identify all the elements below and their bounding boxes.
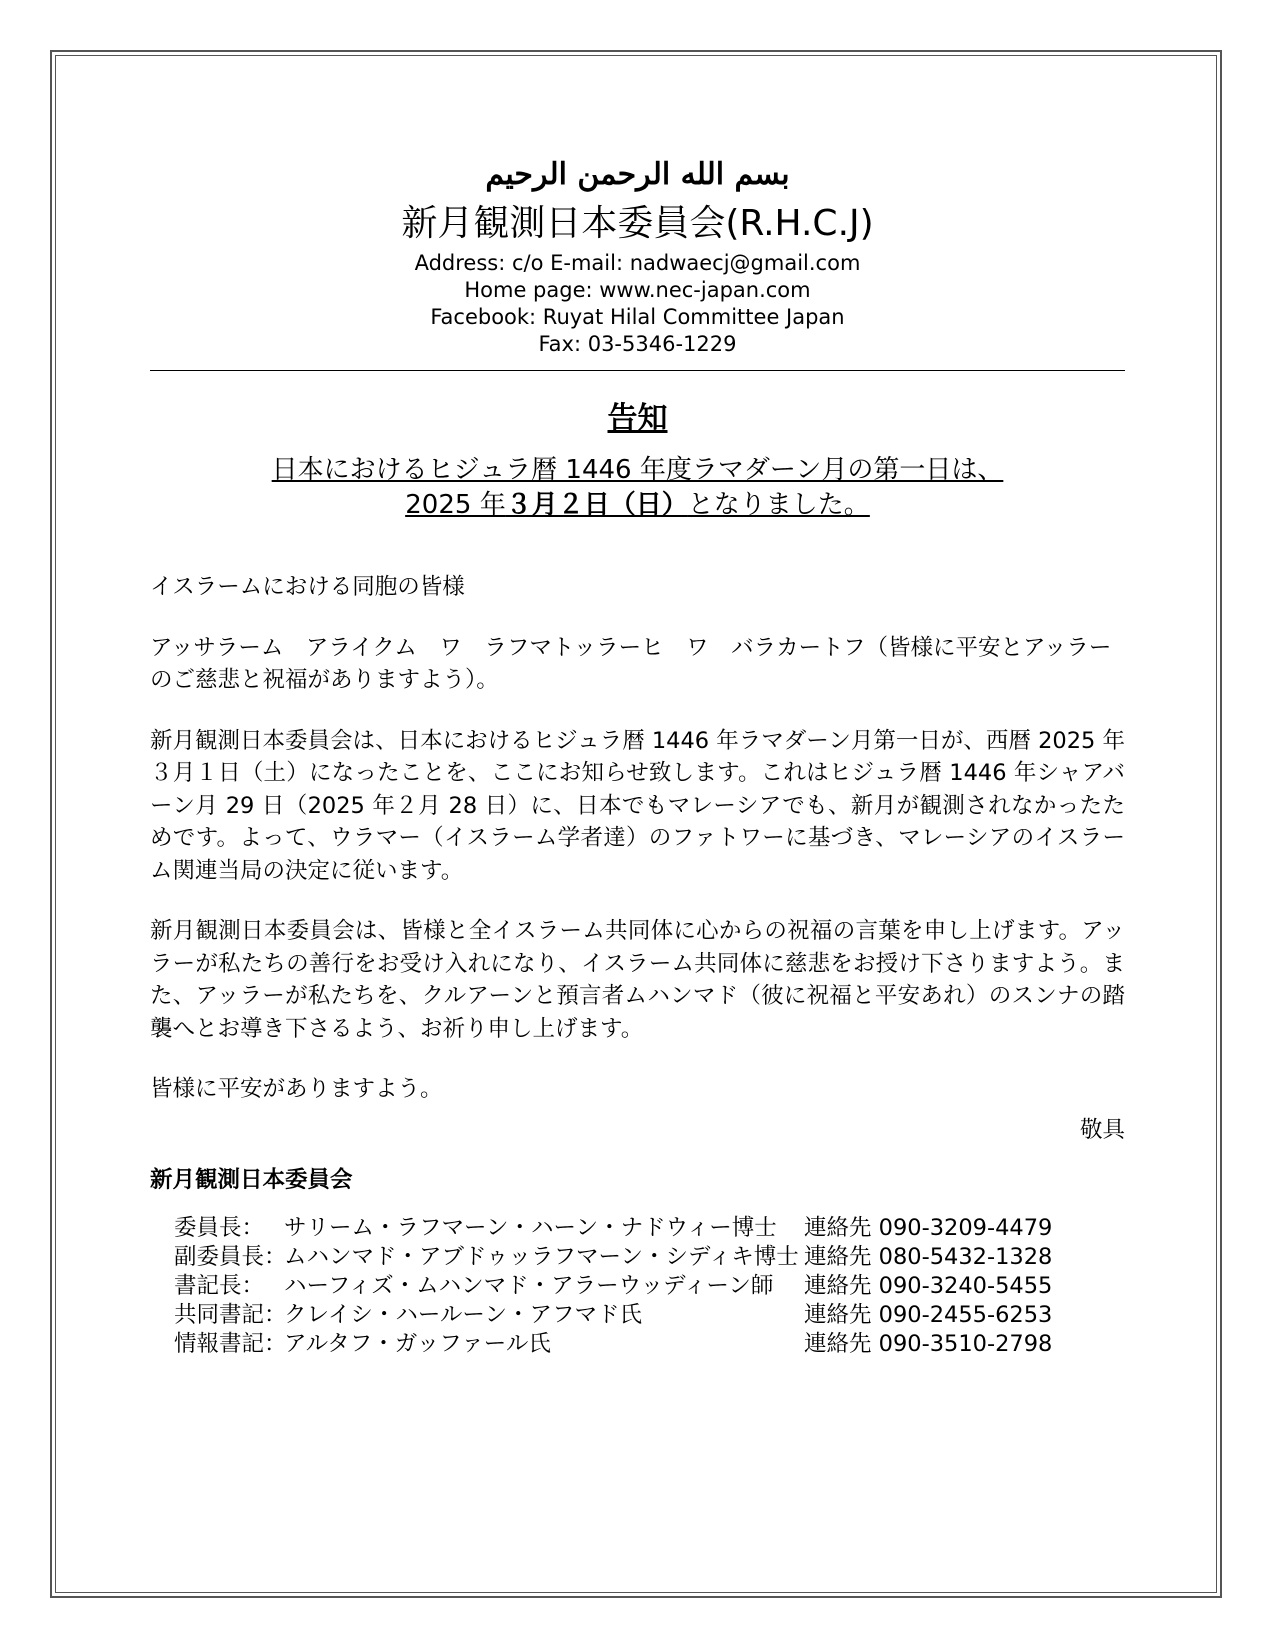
officer-role: 共同書記： [174,1301,287,1328]
officer-contact: 連絡先 090-3209-4479 [804,1214,1053,1241]
officer-contact: 連絡先 090-2455-6253 [804,1301,1053,1328]
homepage-line: Home page: www.nec-japan.com [464,278,811,302]
officer-role: 情報書記： [174,1330,287,1357]
officer-row [174,1301,1125,1330]
notice-headline [150,453,1125,523]
greeting-paragraph: アッサラーム アライクム ワ ラフマトッラーヒ ワ バラカートフ（皆様に平安とアッラーのご慈悲と祝福がありますよう）。 [150,634,1112,693]
officer-role: 委員長： [174,1214,265,1241]
headline-line-1: 日本におけるヒジュラ暦 1446 年度ラマダーン月の第一日は、 [271,455,1004,485]
closing: 敬具 [1079,1116,1125,1143]
headline-suffix: となりました。 [687,490,870,520]
officer-name: クレイシ・ハールーン・アフマド氏 [284,1301,642,1328]
peace-line: 皆様に平安がありますよう。 [150,1076,443,1102]
officer-role: 書記長： [174,1272,265,1299]
headline-year: 2025 年 [405,490,506,520]
header-divider [150,370,1125,371]
signature-org: 新月観測日本委員会 [150,1166,353,1193]
officer-contact: 連絡先 090-3240-5455 [804,1272,1053,1299]
org-title: 新月観測日本委員会(R.H.C.J) [401,203,874,244]
officer-name: アルタフ・ガッファール氏 [284,1330,551,1357]
headline-line-2 [405,490,869,520]
officer-role: 副委員長： [174,1243,287,1270]
officer-name: ムハンマド・アブドゥッラフマーン・シディキ博士 [284,1243,799,1270]
officer-list [174,1214,1125,1359]
officer-row [174,1243,1125,1272]
fax-line: Fax: 03-5346-1229 [538,332,737,356]
officer-row [174,1272,1125,1301]
headline-date: ３月２日（日） [505,490,688,520]
address-line: Address: c/o E-mail: nadwaecj@gmail.com [414,251,861,275]
document-content [150,150,1125,1359]
officer-row [174,1214,1125,1243]
officer-row [174,1330,1125,1359]
notice-title: 告知 [607,401,668,436]
officer-contact: 連絡先 090-3510-2798 [804,1330,1053,1357]
officer-name: ハーフィズ・ムハンマド・アラーウッディーン師 [284,1272,774,1299]
blessing-paragraph: 新月観測日本委員会は、皆様と全イスラーム共同体に心からの祝福の言葉を申し上げます。アッラーが私たちの善行をお受け入れになり、イスラーム共同体に慈悲をお授け下さりますよう。また、アッラーが私たちを、クルアーンと預言者ムハンマド（彼に祝福と平安あれ）のスンナの踏襲へとお導き下さるよう、お祈り申し上げます。 [150,918,1125,1042]
announcement-paragraph: 新月観測日本委員会は、日本におけるヒジュラ暦 1446 年ラマダーン月第一日が、西暦 2025 年３月１日（土）になったことを、ここにお知らせ致します。これはヒジュラ暦 1446 年シャアバーン月 29 日（2025 年２月 28 日）に、日本でもマレーシアでも、新月が観測されなかったためです。よって、ウラマー（イスラーム学者達）のファトワーに基づき、マレーシアのイスラーム関連当局の決定に従います。 [150,727,1125,884]
officer-contact: 連絡先 080-5432-1328 [804,1243,1053,1270]
officer-name: サリーム・ラフマーン・ハーン・ナドウィー博士 [284,1214,777,1241]
facebook-line: Facebook: Ruyat Hilal Committee Japan [430,305,845,329]
basmala: بسم الله الرحمن الرحيم [485,157,790,192]
salutation: イスラームにおける同胞の皆様 [150,574,465,600]
